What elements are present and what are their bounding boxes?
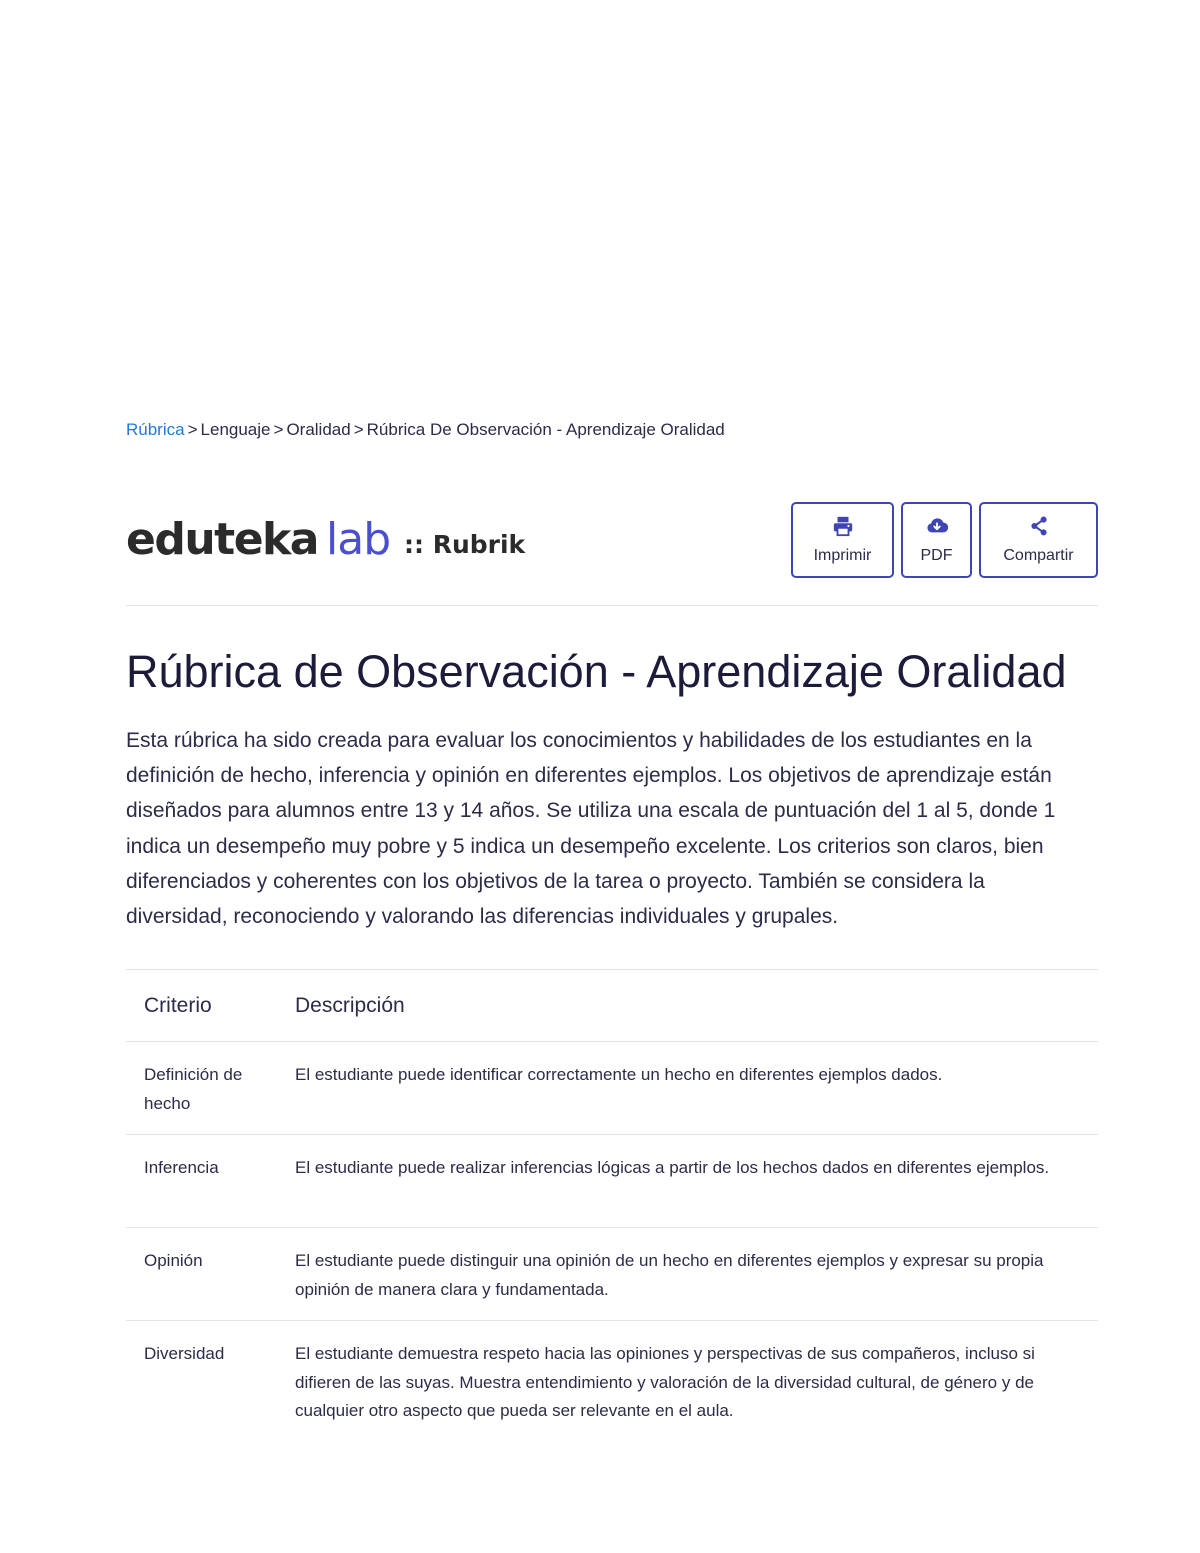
print-label: Imprimir [813, 547, 872, 564]
criterio-cell: Opinión [126, 1228, 277, 1321]
logo-text-lab: lab [326, 514, 391, 565]
share-label: Compartir [1003, 547, 1074, 564]
print-button[interactable] [791, 502, 894, 578]
table-header-row [126, 970, 1098, 1042]
breadcrumb-separator-icon: > [353, 420, 364, 439]
criterio-cell: Diversidad [144, 1344, 225, 1363]
breadcrumb [126, 418, 725, 442]
descripcion-cell: El estudiante demuestra respeto hacia las opiniones y perspectivas de sus compañeros, incluso si difieren de las suyas. Muestra entendimiento y valoración de la diversidad cultural, de género y de cualquier otro aspecto que pueda ser relevante en el aula. [295, 1344, 1035, 1420]
rubric-table [126, 969, 1098, 1426]
descripcion-cell: El estudiante puede realizar inferencias lógicas a partir de los hechos dados en diferentes ejemplos. [277, 1135, 1098, 1228]
share-button[interactable] [979, 502, 1098, 578]
action-buttons [791, 502, 1098, 578]
page-title: Rúbrica de Observación - Aprendizaje Oralidad [126, 646, 1067, 697]
edutekalab-logo [126, 508, 526, 568]
logo-text-eduteka: eduteka [126, 514, 318, 565]
pdf-label: PDF [920, 547, 953, 564]
criterio-cell: Definición de hecho [126, 1042, 277, 1135]
breadcrumb-separator-icon: > [187, 420, 198, 439]
breadcrumb-item-lenguaje[interactable]: Lenguaje [200, 420, 271, 439]
logo-text-rubrik: :: Rubrik [404, 530, 526, 559]
cloud-download-icon [926, 515, 948, 537]
breadcrumb-separator-icon: > [273, 420, 284, 439]
breadcrumb-item-current: Rúbrica De Observación - Aprendizaje Oralidad [366, 420, 725, 439]
page-header [126, 502, 1098, 582]
table-row [126, 1042, 1098, 1135]
table-row [126, 1228, 1098, 1321]
breadcrumb-item-oralidad[interactable]: Oralidad [286, 420, 351, 439]
table-row [126, 1321, 1098, 1426]
pdf-button[interactable] [901, 502, 972, 578]
rubric-description: Esta rúbrica ha sido creada para evaluar los conocimientos y habilidades de los estudiantes en la definición de hecho, inferencia y opinión en diferentes ejemplos. Los objetivos de aprendizaje están diseñados para alumnos entre 13 y 14 años. Se utiliza una escala de puntuación del 1 al 5, donde 1 indica un desempeño muy pobre y 5 indica un desempeño excelente. Los criterios son claros, bien diferenciados y coherentes con los objetivos de la tarea o proyecto. También se considera la diversidad, reconociendo y valorando las diferencias individuales y grupales. [126, 729, 1056, 929]
header-descripcion: Descripción [277, 970, 1098, 1042]
descripcion-cell: El estudiante puede distinguir una opinión de un hecho en diferentes ejemplos y expresar su propia opinión de manera clara y fundamentada. [277, 1228, 1098, 1321]
descripcion-cell: El estudiante puede identificar correctamente un hecho en diferentes ejemplos dados. [277, 1042, 1098, 1135]
breadcrumb-link-rubrica[interactable]: Rúbrica [126, 420, 185, 439]
criterio-cell: Inferencia [126, 1135, 277, 1228]
table-row [126, 1135, 1098, 1228]
header-criterio: Criterio [126, 970, 277, 1042]
printer-icon [832, 515, 854, 537]
share-icon [1028, 515, 1050, 537]
header-divider [126, 605, 1098, 606]
